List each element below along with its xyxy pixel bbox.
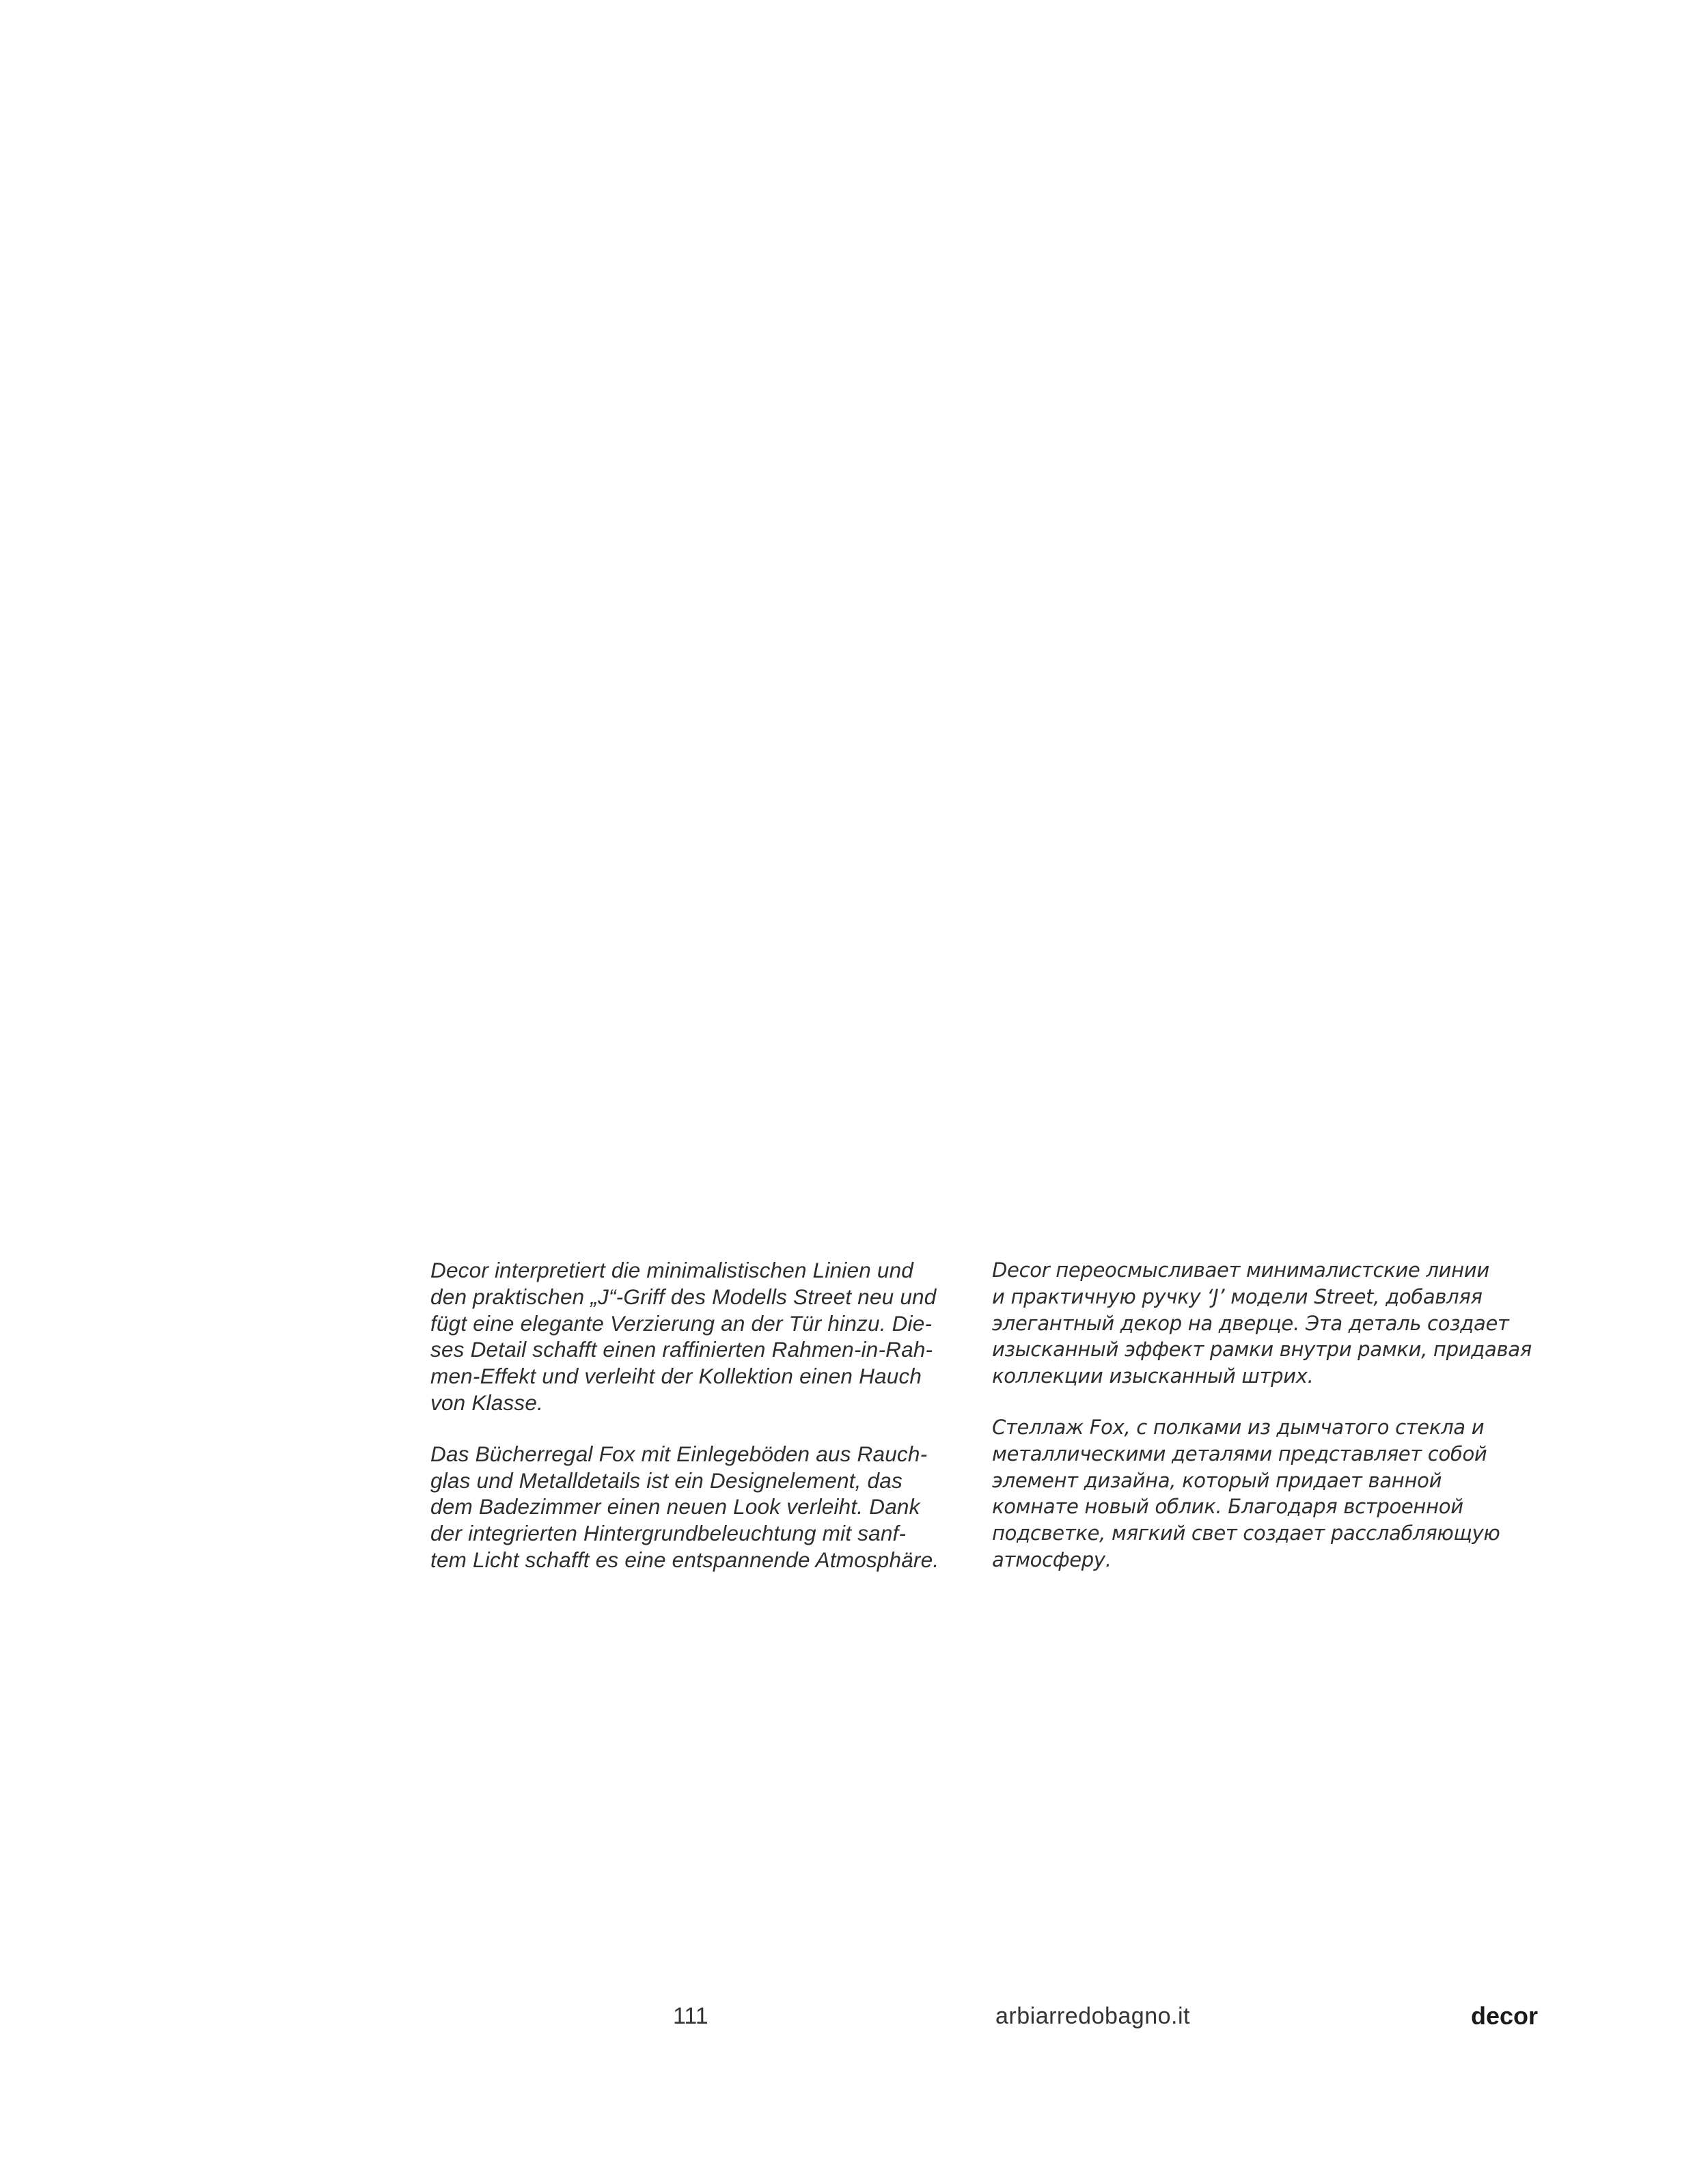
text-line: Стеллаж Fox, с полками из дымчатого стекла и (992, 1415, 1485, 1439)
text-line: элегантный декор на дверце. Эта деталь создает (992, 1311, 1509, 1335)
text-line: Decor interpretiert die minimalistischen Linien und (430, 1258, 914, 1282)
brand-name: decor (1471, 2002, 1539, 2030)
russian-text-column (992, 1257, 1539, 1598)
text-line: элемент дизайна, который придает ванной (992, 1468, 1442, 1492)
text-line: комнате новый облик. Благодаря встроенной (992, 1495, 1463, 1519)
german-paragraph-2 (430, 1441, 977, 1573)
text-line: атмосферу. (992, 1547, 1112, 1571)
text-line: коллекции изысканный штрих. (992, 1364, 1314, 1388)
text-line: der integrierten Hintergrundbeleuchtung mit sanf- (430, 1521, 907, 1546)
text-line: den praktischen „J“-Griff des Modells Street neu und (430, 1284, 937, 1309)
website-url: arbiarredobagno.it (995, 2003, 1190, 2029)
text-line: fügt eine elegante Verzierung an der Tür hinzu. Die- (430, 1310, 933, 1336)
text-line: Decor переосмысливает минималистские линии (992, 1258, 1489, 1282)
text-line: glas und Metalldetails ist ein Designelement, das (430, 1468, 903, 1493)
text-line: и практичную ручку ‘J’ модели Street, добавляя (992, 1284, 1483, 1308)
russian-paragraph-1 (992, 1257, 1539, 1390)
russian-paragraph-2 (992, 1414, 1539, 1573)
text-line: ses Detail schafft einen raffinierten Rahmen-in-Rah- (430, 1337, 933, 1362)
german-paragraph-1 (430, 1257, 977, 1416)
text-line: von Klasse. (430, 1390, 544, 1415)
text-line: подсветке, мягкий свет создает расслабляющую (992, 1521, 1500, 1545)
text-line: men-Effekt und verleiht der Kollektion einen Hauch (430, 1364, 922, 1389)
page-number: 111 (673, 2003, 708, 2029)
text-line: изысканный эффект рамки внутри рамки, придавая (992, 1338, 1532, 1362)
german-text-column (430, 1257, 977, 1598)
text-line: dem Badezimmer einen neuen Look verleiht. Dank (430, 1494, 920, 1519)
text-line: Das Bücherregal Fox mit Einlegeböden aus Rauch- (430, 1441, 928, 1466)
text-line: металлическими деталями представляет собой (992, 1442, 1487, 1465)
text-line: tem Licht schafft es eine entspannende Atmosphäre. (430, 1547, 939, 1572)
